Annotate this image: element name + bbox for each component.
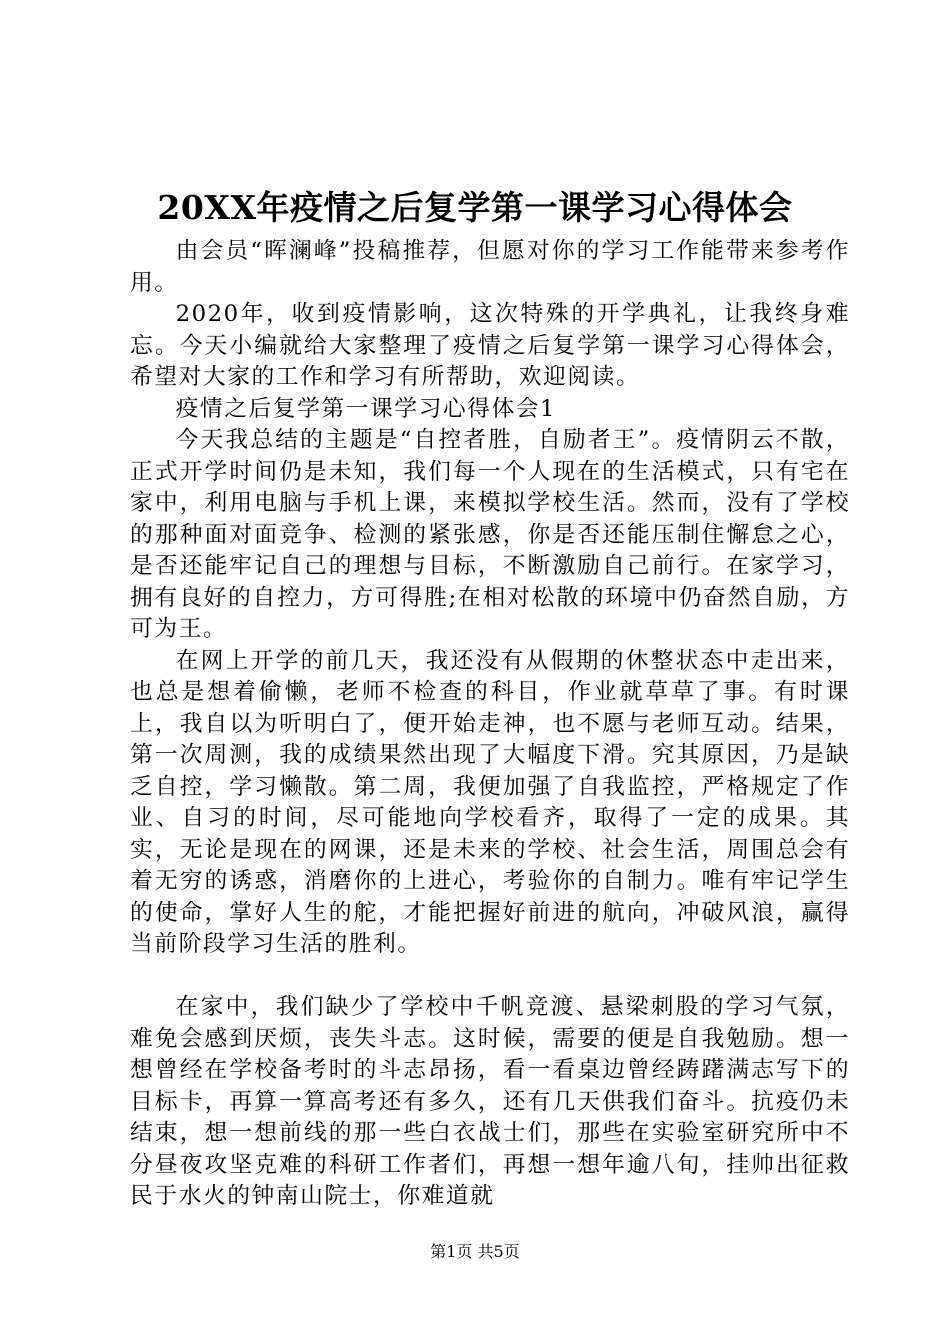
paragraph-spacer [130, 961, 850, 993]
document-title: 20XX年疫情之后复学第一课学习心得体会 [157, 188, 793, 227]
paragraph-body: 今天我总结的主题是“自控者胜，自励者王”。疫情阴云不散，正式开学时间仍是未知，我们每一个人现在的生活模式，只有宅在家中，利用电脑与手机上课，来模拟学校生活。然而，没有了学校的那种面对面竞争、检测的紧张感，你是否还能压制住懈怠之心，是否还能牢记自己的理想与目标，不断激励自己前行。在家学习，拥有良好的自控力，方可得胜;在相对松散的环境中仍奋然自励，方可为王。 [130, 427, 850, 642]
document-body [130, 236, 850, 1213]
section-heading: 疫情之后复学第一课学习心得体会1 [175, 395, 557, 422]
paragraph-body: 在家中，我们缺少了学校中千帆竞渡、悬梁刺股的学习气氛，难免会感到厌烦，丧失斗志。这时候，需要的便是自我勉励。想一想曾经在学校备考时的斗志昂扬，看一看桌边曾经踌躇满志写下的目标卡，再算一算高考还有多久，还有几天供我们奋斗。抗疫仍未结束，想一想前线的那一些白衣战士们，那些在实验室研究所中不分昼夜攻坚克难的科研工作者们，再想一想年逾八旬，挂帅出征救民于水火的钟南山院士，你难道就 [130, 994, 850, 1209]
paragraph-preface: 2020年，收到疫情影响，这次特殊的开学典礼，让我终身难忘。今天小编就给大家整理了疫情之后复学第一课学习心得体会，希望对大家的工作和学习有所帮助，欢迎阅读。 [130, 301, 850, 390]
paragraph-intro: 由会员“晖澜峰”投稿推荐，但愿对你的学习工作能带来参考作用。 [130, 238, 850, 296]
page-footer: 第1页 共5页 [430, 1242, 520, 1261]
paragraph-body: 在网上开学的前几天，我还没有从假期的休整状态中走出来，也总是想着偷懒，老师不检查的科目，作业就草草了事。有时课上，我自以为听明白了，便开始走神，也不愿与老师互动。结果，第一次周测，我的成绩果然出现了大幅度下滑。究其原因，乃是缺乏自控，学习懒散。第二周，我便加强了自我监控，严格规定了作业、自习的时间，尽可能地向学校看齐，取得了一定的成果。其实，无论是现在的网课，还是未来的学校、社会生活，周围总会有着无穷的诱惑，消磨你的上进心，考验你的自制力。唯有牢记学生的使命，掌好人生的舵，才能把握好前进的航向，冲破风浪，赢得当前阶段学习生活的胜利。 [130, 647, 850, 957]
